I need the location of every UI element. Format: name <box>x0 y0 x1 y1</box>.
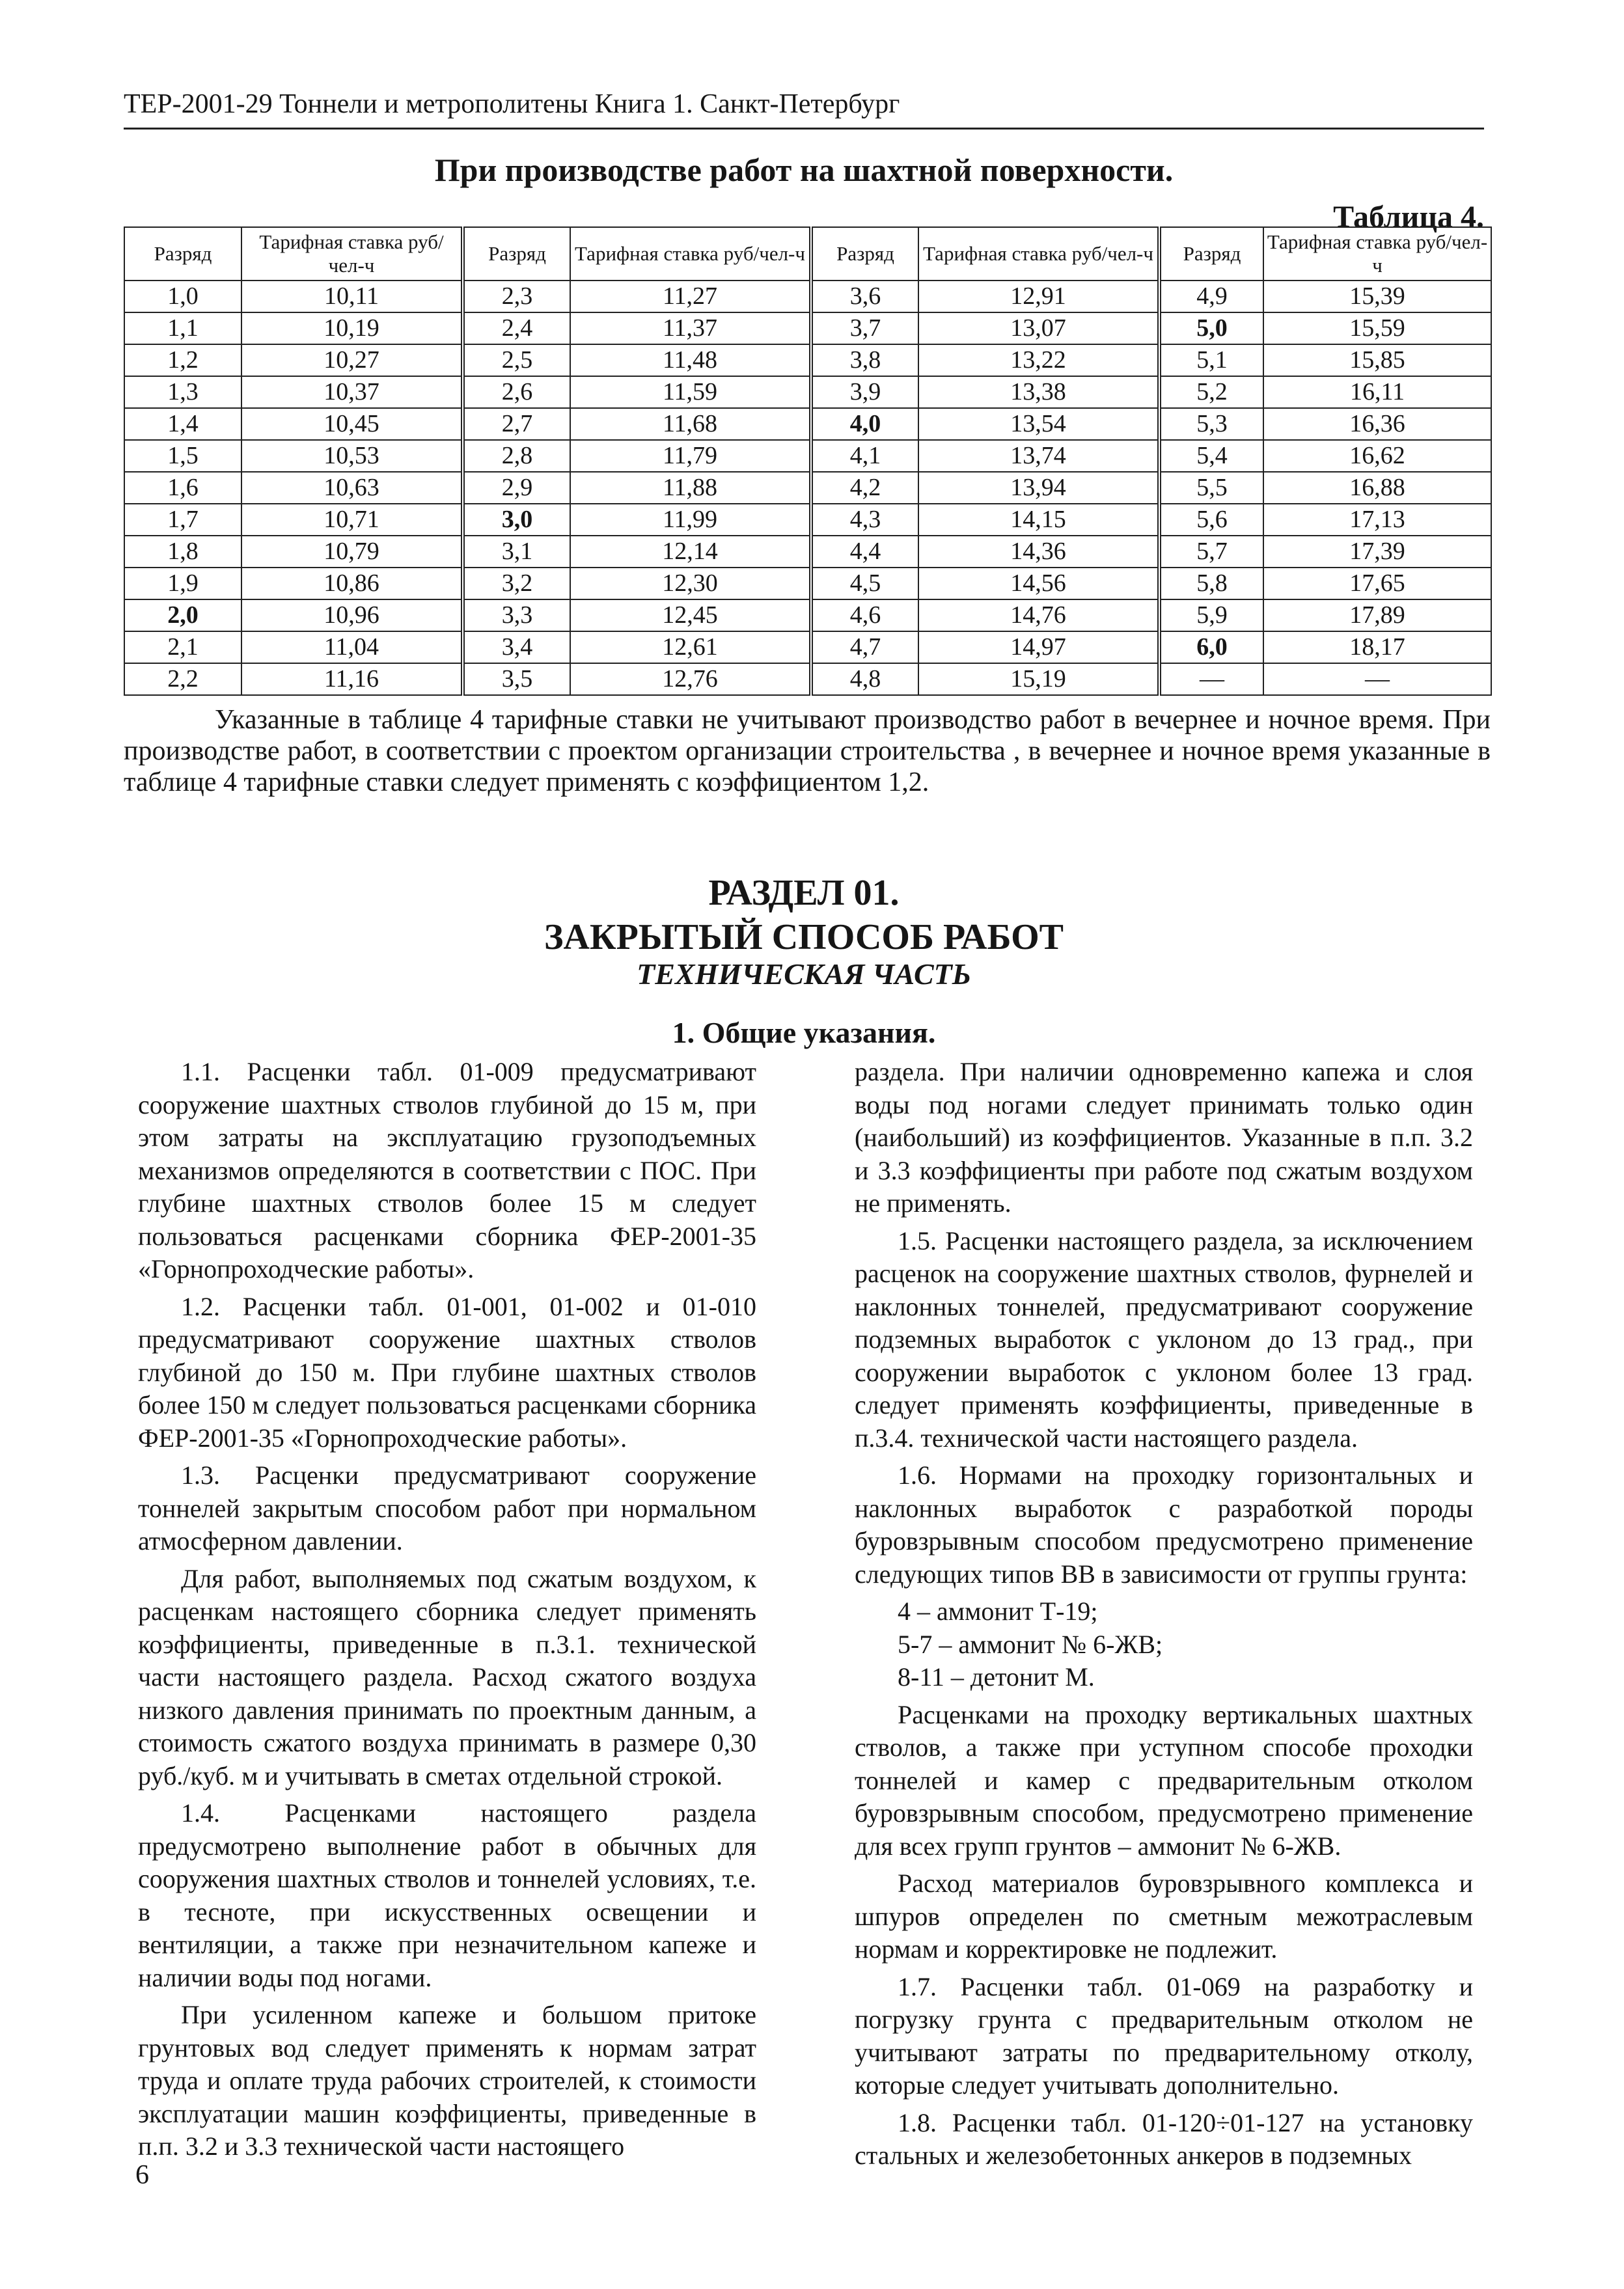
rate-cell: 16,62 <box>1263 440 1491 472</box>
rate-cell: 15,19 <box>918 663 1159 695</box>
rate-cell: 16,36 <box>1263 408 1491 440</box>
rate-cell: 10,37 <box>241 376 463 408</box>
rate-cell: 12,30 <box>570 568 811 599</box>
rate-cell: 10,11 <box>241 281 463 312</box>
table-row <box>124 663 1491 695</box>
rate-cell: 13,22 <box>918 344 1159 376</box>
rate-cell: 11,37 <box>570 312 811 344</box>
rate-cell: 11,59 <box>570 376 811 408</box>
col-header: Тарифная ставка руб/чел-ч <box>918 227 1159 281</box>
rate-cell: 11,68 <box>570 408 811 440</box>
note-text: Указанные в таблице 4 тарифные ставки не учитывают производство работ в вечернее и ночное время. При производстве работ, в соответствии с проектом организации строительства , в вечернее и ночное время указанные в таблице 4 тарифные ставки следует применять с коэффициентом 1,2. <box>124 705 1491 797</box>
grade-cell: 1,3 <box>124 376 241 408</box>
grade-cell: 5,2 <box>1159 376 1263 408</box>
paragraph: 1.8. Расценки табл. 01-120÷01-127 на установку стальных и железобетонных анкеров в подземных <box>855 2107 1473 2170</box>
table-row <box>124 568 1491 599</box>
rate-cell: 17,89 <box>1263 599 1491 631</box>
paragraph: При усиленном капеже и большом притоке грунтовых вод следует применять к нормам затрат труда и оплате труда рабочих строителей, к стоимости эксплуатации машин коэффициенты, приведенные в п.п. 3.2 и 3.3 технической части настоящего <box>138 2000 756 2161</box>
list-item: 8-11 – детонит М. <box>898 1662 1095 1692</box>
rate-cell: 13,07 <box>918 312 1159 344</box>
grade-cell: 3,3 <box>463 599 570 631</box>
rate-cell: 10,86 <box>241 568 463 599</box>
grade-cell: — <box>1159 663 1263 695</box>
col-header: Тарифная ставка руб/чел-ч <box>1263 227 1491 281</box>
paragraph: 1.7. Расценки табл. 01-069 на разработку и погрузку грунта с предварительным отколом не учитывают затраты по предварительному отколу, которые следует учитывать дополнительно. <box>855 1971 1473 2100</box>
rate-cell: 11,48 <box>570 344 811 376</box>
rate-cell: 13,94 <box>918 472 1159 504</box>
grade-cell: 2,2 <box>124 663 241 695</box>
paragraph: Расценками на проходку вертикальных шахтных стволов, а также при уступном способе проходки тоннелей и камер с предварительным отколом буровзрывным способом, предусмотрено применение для всех групп грунтов – аммонит № 6-ЖВ. <box>855 1699 1473 1861</box>
grade-cell: 3,9 <box>811 376 918 408</box>
rate-cell: 12,76 <box>570 663 811 695</box>
grade-cell: 6,0 <box>1159 631 1263 663</box>
rate-cell: 14,97 <box>918 631 1159 663</box>
col-header: Тарифная ставка руб/чел-ч <box>241 227 463 281</box>
paragraph: Расход материалов буровзрывного комплекса и шпуров определен по сметным межотраслевым нормам и корректировке не подлежит. <box>855 1869 1473 1964</box>
grade-cell: 2,6 <box>463 376 570 408</box>
grade-cell: 3,2 <box>463 568 570 599</box>
grade-cell: 4,3 <box>811 504 918 536</box>
paragraph: 1.4. Расценками настоящего раздела предусмотрено выполнение работ в обычных для сооружения шахтных стволов и тоннелей условиях, т.е. в тесноте, при искусственных освещении и вентиляции, а также при незначительном капеже и наличии воды под ногами. <box>138 1798 756 1992</box>
grade-cell: 4,7 <box>811 631 918 663</box>
grade-cell: 4,2 <box>811 472 918 504</box>
table-row <box>124 344 1491 376</box>
rate-cell: 16,11 <box>1263 376 1491 408</box>
rate-cell: 10,27 <box>241 344 463 376</box>
col-header: Разряд <box>463 227 570 281</box>
grade-cell: 5,9 <box>1159 599 1263 631</box>
grade-cell: 3,0 <box>463 504 570 536</box>
paragraph: 1.2. Расценки табл. 01-001, 01-002 и 01-010 предусматривают сооружение шахтных стволов глубиной до 150 м. При глубине шахтных стволов более 150 м следует пользоваться расценками сборника ФЕР-2001-35 «Горнопроходческие работы». <box>138 1291 756 1453</box>
paragraph: 1.6. Нормами на проходку горизонтальных и наклонных выработок с разработкой породы буровзрывным способом предусмотрено применение следующих типов ВВ в зависимости от группы грунта: <box>855 1460 1473 1589</box>
rate-cell: 11,16 <box>241 663 463 695</box>
grade-cell: 4,1 <box>811 440 918 472</box>
rate-cell: 11,79 <box>570 440 811 472</box>
table-row <box>124 408 1491 440</box>
grade-cell: 1,5 <box>124 440 241 472</box>
rate-cell: 12,45 <box>570 599 811 631</box>
grade-cell: 5,1 <box>1159 344 1263 376</box>
table-title: При производстве работ на шахтной поверхности. <box>434 152 1174 188</box>
grade-cell: 1,4 <box>124 408 241 440</box>
rate-cell: 10,96 <box>241 599 463 631</box>
grade-cell: 5,8 <box>1159 568 1263 599</box>
section-title-line1: РАЗДЕЛ 01. <box>708 873 900 913</box>
rate-cell: 13,74 <box>918 440 1159 472</box>
list-item: 5-7 – аммонит № 6-ЖВ; <box>898 1629 1163 1659</box>
grade-cell: 4,6 <box>811 599 918 631</box>
grade-cell: 2,0 <box>124 599 241 631</box>
grade-cell: 3,7 <box>811 312 918 344</box>
rate-cell: 11,99 <box>570 504 811 536</box>
rate-cell: 12,14 <box>570 536 811 568</box>
grade-cell: 1,8 <box>124 536 241 568</box>
col-header: Разряд <box>124 227 241 281</box>
rate-cell: 13,38 <box>918 376 1159 408</box>
grade-cell: 3,8 <box>811 344 918 376</box>
grade-cell: 3,1 <box>463 536 570 568</box>
list-item: 4 – аммонит Т-19; <box>898 1597 1098 1626</box>
rate-cell: 14,36 <box>918 536 1159 568</box>
paragraph: 1.5. Расценки настоящего раздела, за исключением расценок на сооружение шахтных стволов, фурнелей и наклонных тоннелей, предусматривают сооружение подземных выработок с уклоном до 13 град., при сооружении выработок с уклоном более 13 град. следует применять коэффициенты, приведенные в п.3.4. технической части настоящего раздела. <box>855 1226 1473 1453</box>
table-row <box>124 472 1491 504</box>
col-header: Разряд <box>1159 227 1263 281</box>
grade-cell: 2,5 <box>463 344 570 376</box>
rate-cell: 11,27 <box>570 281 811 312</box>
grade-cell: 4,9 <box>1159 281 1263 312</box>
section-title <box>124 871 1484 959</box>
paragraph: 1.3. Расценки предусматривают сооружение тоннелей закрытым способом работ при нормальном атмосферном давлении. <box>138 1460 756 1556</box>
paragraph: 1.1. Расценки табл. 01-009 предусматривают сооружение шахтных стволов глубиной до 15 м, при этом затраты на эксплуатацию грузоподъемных механизмов определяются в соответствии с ПОС. При глубине шахтных стволов более 15 м следует пользоваться расценками сборника ФЕР-2001-35 «Горнопроходческие работы». <box>138 1057 756 1283</box>
grade-cell: 5,7 <box>1159 536 1263 568</box>
grade-cell: 5,5 <box>1159 472 1263 504</box>
grade-cell: 5,0 <box>1159 312 1263 344</box>
table-note <box>124 704 1491 798</box>
rate-cell: 13,54 <box>918 408 1159 440</box>
rate-cell: 17,39 <box>1263 536 1491 568</box>
table-row <box>124 281 1491 312</box>
col-header: Тарифная ставка руб/чел-ч <box>570 227 811 281</box>
table-row <box>124 440 1491 472</box>
grade-cell: 5,3 <box>1159 408 1263 440</box>
grade-cell: 1,1 <box>124 312 241 344</box>
grade-cell: 3,5 <box>463 663 570 695</box>
rate-cell: 12,91 <box>918 281 1159 312</box>
section-title-line2: ЗАКРЫТЫЙ СПОСОБ РАБОТ <box>544 917 1064 957</box>
right-column <box>855 1056 1473 2177</box>
rate-cell: 11,88 <box>570 472 811 504</box>
grade-cell: 1,0 <box>124 281 241 312</box>
left-column <box>138 1056 756 2168</box>
grade-cell: 4,4 <box>811 536 918 568</box>
table-row <box>124 536 1491 568</box>
table-header-row <box>124 227 1491 281</box>
rate-cell: 16,88 <box>1263 472 1491 504</box>
col-header: Разряд <box>811 227 918 281</box>
table-row <box>124 504 1491 536</box>
general-instructions-heading: 1. Общие указания. <box>672 1016 936 1049</box>
rate-cell: 17,65 <box>1263 568 1491 599</box>
table-row <box>124 599 1491 631</box>
rate-cell: 18,17 <box>1263 631 1491 663</box>
table-row <box>124 376 1491 408</box>
rate-cell: 10,79 <box>241 536 463 568</box>
grade-cell: 1,9 <box>124 568 241 599</box>
running-header: ТЕР-2001-29 Тоннели и метрополитены Книга 1. Санкт-Петербург <box>124 89 900 119</box>
rate-cell: 12,61 <box>570 631 811 663</box>
grade-cell: 2,9 <box>463 472 570 504</box>
table-number: Таблица 4. <box>1333 200 1484 234</box>
paragraph-continued: раздела. При наличии одновременно капежа и слоя воды под ногами следует принимать только один (наибольший) из коэффициентов. Указанные в п.п. 3.2 и 3.3 коэффициенты при работе под сжатым воздухом не применять. <box>855 1057 1473 1218</box>
grade-cell: 5,6 <box>1159 504 1263 536</box>
grade-cell: 3,6 <box>811 281 918 312</box>
rate-cell: 10,19 <box>241 312 463 344</box>
rate-cell: — <box>1263 663 1491 695</box>
grade-cell: 4,8 <box>811 663 918 695</box>
grade-cell: 2,4 <box>463 312 570 344</box>
rate-cell: 14,76 <box>918 599 1159 631</box>
rate-cell: 14,15 <box>918 504 1159 536</box>
grade-cell: 4,5 <box>811 568 918 599</box>
grade-cell: 1,6 <box>124 472 241 504</box>
grade-cell: 3,4 <box>463 631 570 663</box>
rate-cell: 10,53 <box>241 440 463 472</box>
rate-cell: 10,63 <box>241 472 463 504</box>
table-row <box>124 312 1491 344</box>
grade-cell: 2,7 <box>463 408 570 440</box>
rate-cell: 15,59 <box>1263 312 1491 344</box>
table-row <box>124 631 1491 663</box>
technical-part-heading: ТЕХНИЧЕСКАЯ ЧАСТЬ <box>637 957 971 991</box>
grade-cell: 2,3 <box>463 281 570 312</box>
rate-cell: 15,85 <box>1263 344 1491 376</box>
rate-cell: 15,39 <box>1263 281 1491 312</box>
grade-cell: 2,1 <box>124 631 241 663</box>
grade-cell: 1,7 <box>124 504 241 536</box>
rate-cell: 10,71 <box>241 504 463 536</box>
paragraph: Для работ, выполняемых под сжатым воздухом, к расценкам настоящего сборника следует применять коэффициенты, приведенные в п.3.1. технической части настоящего раздела. Расход сжатого воздуха низкого давления принимать по проектным данным, а стоимость сжатого воздуха принимать в размере 0,30 руб./куб. м и учитывать в сметах отдельной строкой. <box>138 1563 756 1790</box>
page-number: 6 <box>135 2160 149 2190</box>
rates-table <box>124 226 1492 696</box>
rate-cell: 10,45 <box>241 408 463 440</box>
grade-cell: 1,2 <box>124 344 241 376</box>
rate-cell: 17,13 <box>1263 504 1491 536</box>
rate-cell: 11,04 <box>241 631 463 663</box>
grade-cell: 4,0 <box>811 408 918 440</box>
header-rule <box>124 128 1484 130</box>
rate-cell: 14,56 <box>918 568 1159 599</box>
grade-cell: 2,8 <box>463 440 570 472</box>
grade-cell: 5,4 <box>1159 440 1263 472</box>
